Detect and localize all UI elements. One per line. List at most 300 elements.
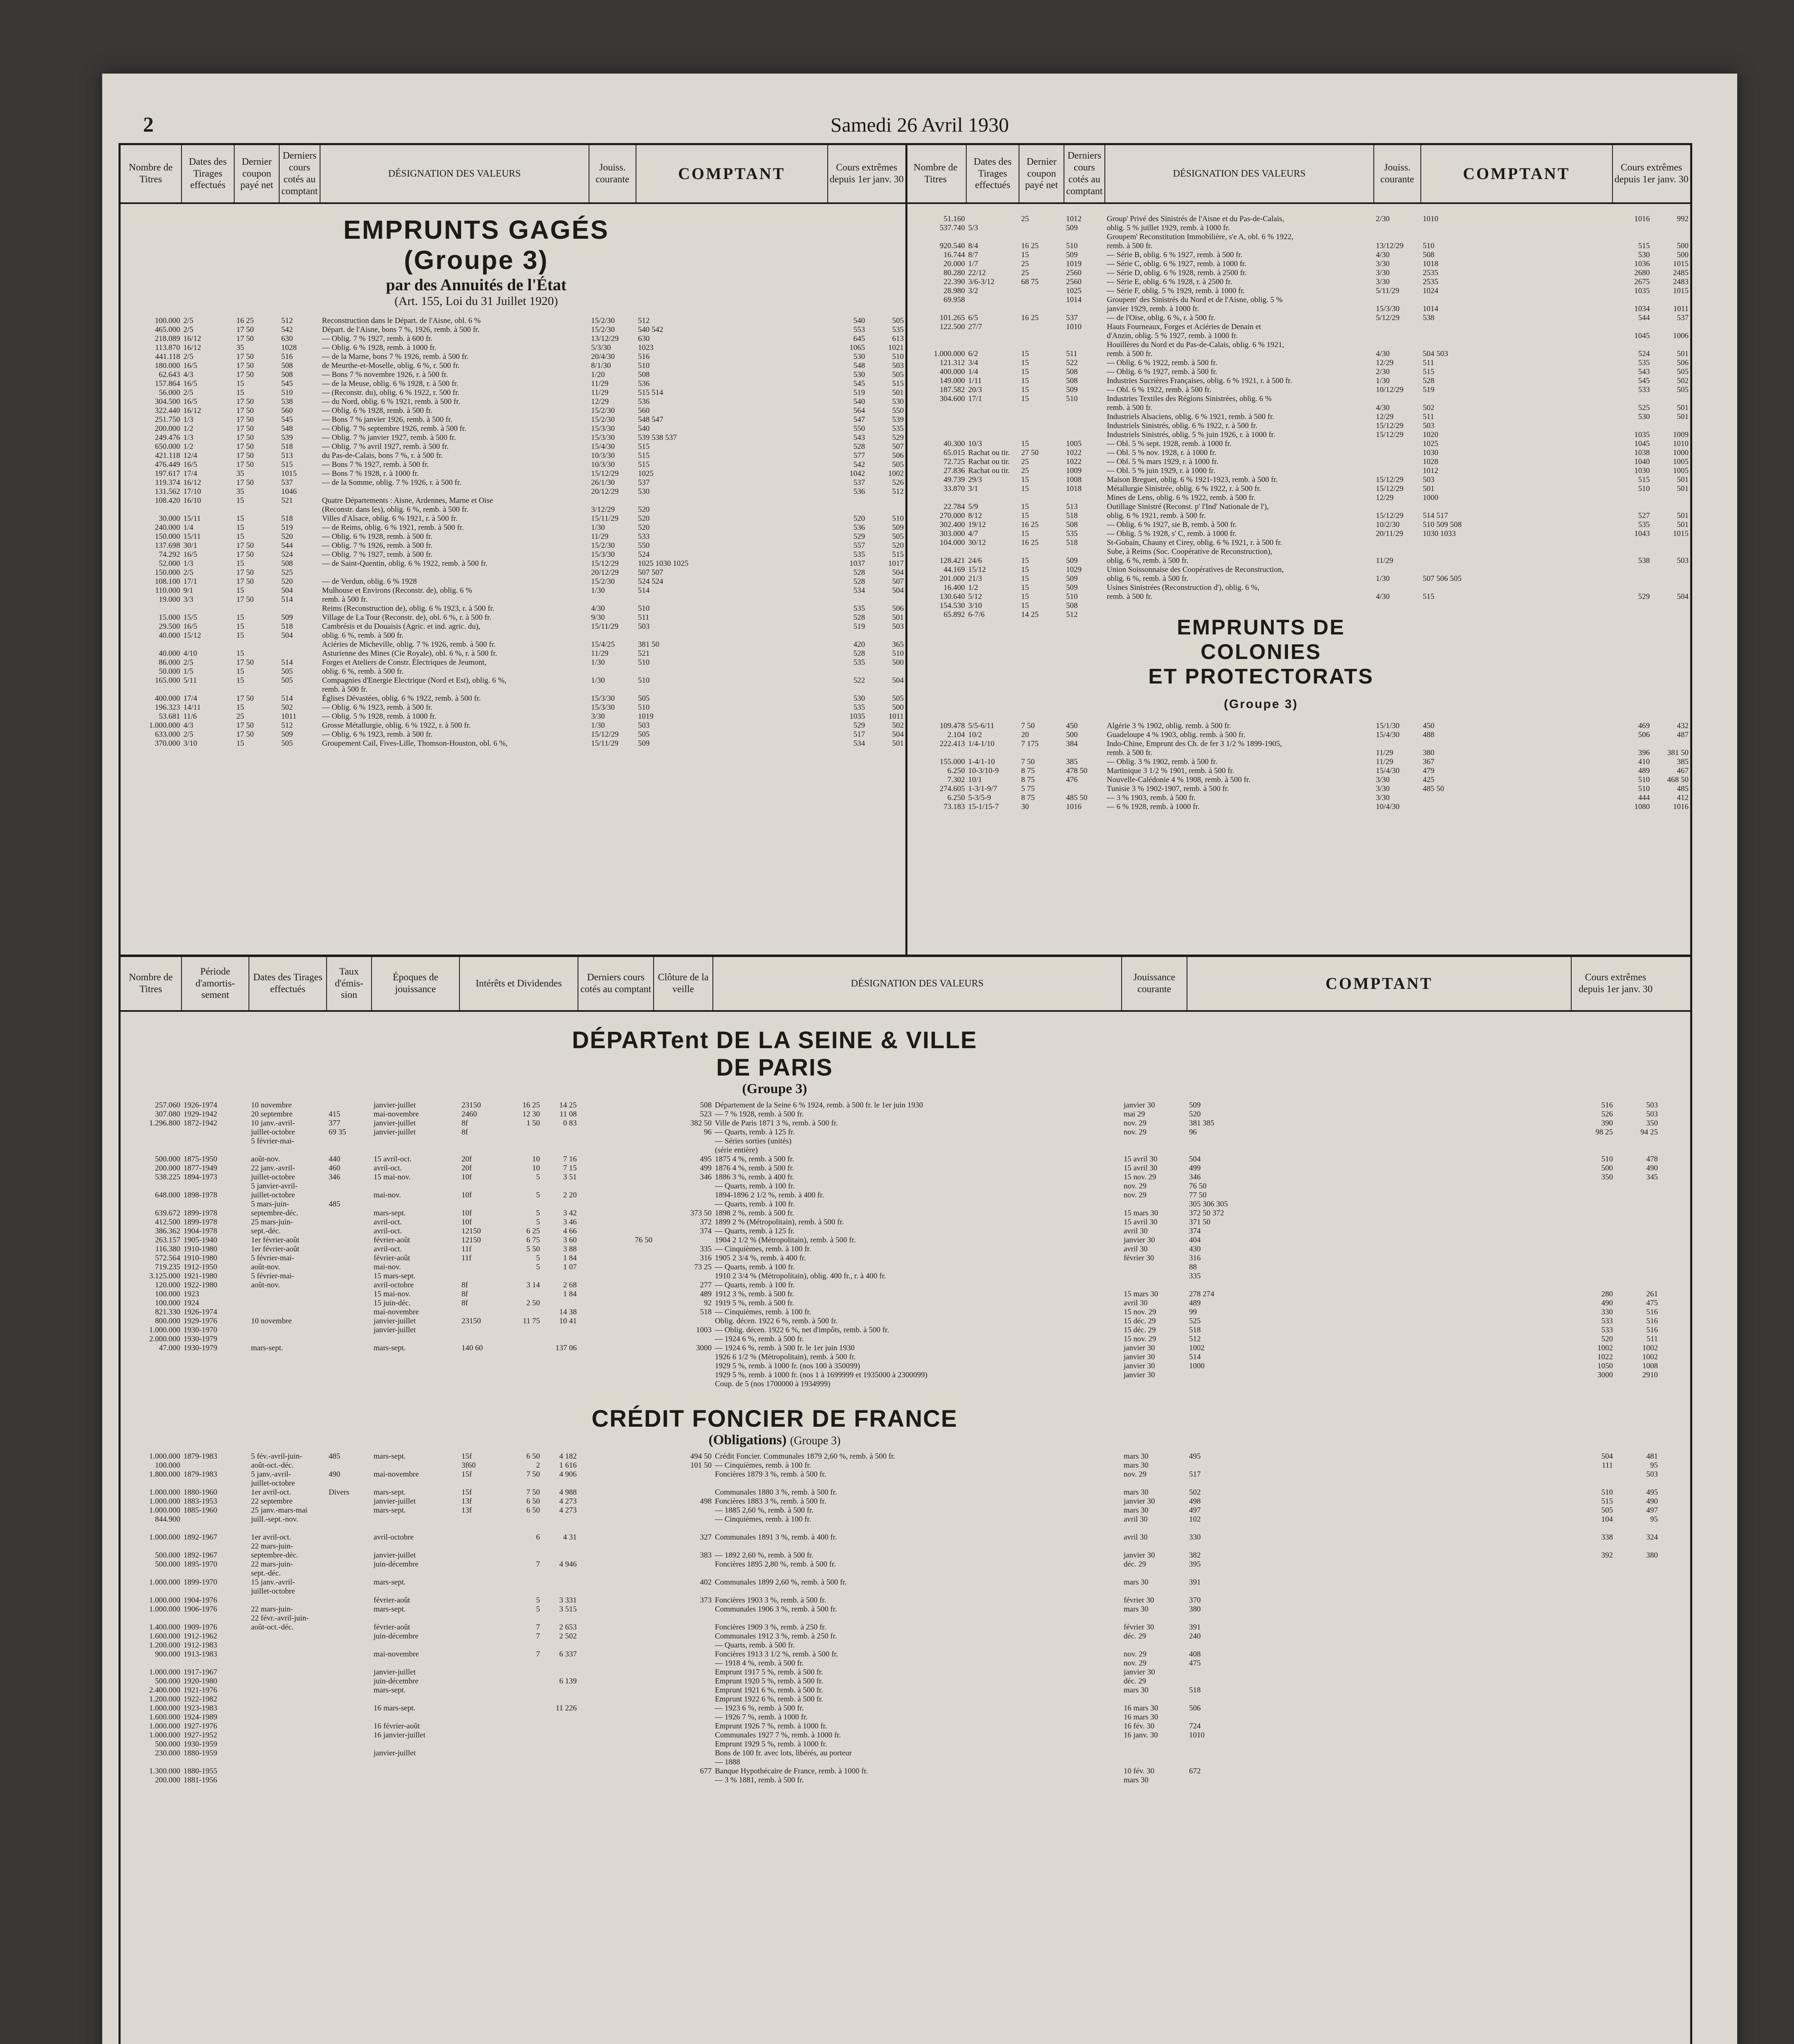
table-cell: 1.400.000 (149, 1623, 180, 1632)
table-cell: Usines Sinistrées (Reconstruction d'), oblig. 6 %, (1106, 583, 1260, 592)
table-cell: mars 30 (1124, 1776, 1149, 1784)
table-row (905, 242, 1690, 251)
table-cell (372, 1515, 460, 1524)
table-cell (1019, 287, 1064, 296)
table-cell (542, 1776, 578, 1785)
table-cell: 20/11/29 (1375, 529, 1403, 538)
table-cell: — Obl. 5 % nov. 1928, r. à 1000 fr. (1106, 448, 1216, 457)
table-cell (542, 1200, 578, 1209)
table-cell (1122, 1524, 1187, 1533)
table-cell: 2483 (1673, 278, 1689, 286)
table-cell: 519 (1422, 385, 1435, 394)
table-cell: mai-nov. (374, 1191, 401, 1199)
table-cell (182, 1569, 249, 1578)
table-cell (578, 1731, 654, 1740)
table-cell: — Bons 7 % 1927, remb. à 500 fr. (322, 460, 429, 469)
table-cell (578, 1650, 654, 1659)
table-cell: mars 30 (1124, 1578, 1149, 1587)
table-cell: 421.118 (155, 451, 180, 460)
table-cell: 521 (638, 649, 650, 658)
table-cell: 25 (1021, 269, 1029, 277)
table-cell: 13/12/29 (591, 334, 619, 343)
table-cell (460, 1308, 505, 1317)
table-cell (828, 667, 867, 676)
table-cell: Forges et Ateliers de Constr. Électriques de Jeumont, (322, 658, 487, 667)
table-cell: 11 226 (555, 1704, 577, 1712)
table-cell: 547 (853, 415, 865, 424)
table-cell (578, 1326, 654, 1335)
table-cell (460, 1677, 505, 1686)
table-cell (1651, 493, 1690, 502)
table-cell: 15 (1021, 529, 1029, 538)
table-cell: 504 (892, 586, 904, 595)
table-cell: 501 (1677, 350, 1689, 358)
table-cell: 3000 (696, 1344, 712, 1352)
table-row (905, 269, 1690, 278)
table-cell (636, 496, 828, 505)
table-cell (460, 1659, 505, 1668)
table-cell: mars-sept. (374, 1578, 406, 1587)
table-cell: 3/6-3/12 (968, 278, 994, 286)
table-cell: 515 (1601, 1497, 1613, 1506)
table-cell: 530 (892, 397, 904, 406)
table-cell (1187, 1749, 1572, 1758)
table-cell: 11/29 (1375, 749, 1393, 757)
table-cell (578, 1749, 654, 1758)
table-cell (121, 1614, 182, 1623)
table-cell: Outillage Sinistré (Reconst. p' l'Ind' Nationale de l'), (1106, 502, 1269, 511)
table-cell (578, 1209, 654, 1218)
table-cell: 40.300 (943, 439, 965, 448)
table-cell: 44.169 (943, 565, 965, 574)
col-derniers-cours: Derniers cours cotés au comptant (280, 145, 320, 202)
table-cell: février 30 (1124, 1596, 1154, 1605)
table-cell (967, 421, 1020, 430)
table-cell: Bons de 100 fr. avec lots, libérés, au porteur (715, 1749, 852, 1757)
table-cell: — Obl. 5 % juin 1929, r. à 1000 fr. (1106, 466, 1216, 475)
table-cell: 538.225 (155, 1173, 180, 1181)
table-row (905, 556, 1690, 565)
table-cell: 505 (281, 739, 293, 748)
table-cell (542, 1551, 578, 1560)
table-cell (1572, 1740, 1615, 1749)
table-cell: 1904-1976 (184, 1596, 217, 1605)
table-cell (327, 1659, 372, 1668)
table-cell (505, 1182, 542, 1191)
table-cell: 372 50 372 (1189, 1209, 1224, 1217)
table-cell: 16/10 (183, 496, 201, 505)
table-cell (1019, 224, 1064, 233)
table-cell: 4/10 (183, 649, 197, 658)
table-cell (1572, 1245, 1615, 1254)
table-cell: 500.000 (155, 1155, 180, 1163)
table-cell (460, 1749, 505, 1758)
table-cell: Village de La Tour (Reconstr. de), obl. 6 %, r. à 500 fr. (322, 613, 491, 622)
table-cell: 14 25 (559, 1101, 577, 1109)
table-cell: Houillères du Nord et du Pas-de-Calais, oblig. 6 % 1921, (1106, 341, 1284, 349)
table-cell (460, 1623, 505, 1632)
table-cell: 395 (1189, 1560, 1201, 1569)
table-cell (578, 1722, 654, 1731)
table-row (121, 415, 905, 424)
table-cell: 508 (638, 370, 650, 379)
credit-foncier-title: CRÉDIT FONCIER DE FRANCE (Obligations) (Groupe 3) (591, 1405, 958, 1448)
table-cell: 485 50 (1422, 784, 1444, 793)
table-cell: 16/5 (183, 361, 197, 370)
table-cell: — 1924 6 %, remb. à 500 fr. le 1er juin 1930 (715, 1344, 855, 1352)
table-cell: 518 (1066, 511, 1078, 520)
table-cell: 511 (1646, 1335, 1658, 1343)
table-cell (182, 1182, 249, 1191)
table-cell: 8f (461, 1128, 468, 1136)
table-cell (1064, 421, 1105, 430)
table-cell (578, 1533, 654, 1542)
table-cell (1421, 224, 1613, 233)
table-cell: 504 (1677, 592, 1689, 601)
table-cell: 503 (892, 622, 904, 631)
table-cell: 149.000 (939, 377, 965, 385)
table-cell: 15/2/30 (591, 577, 615, 586)
table-cell (1572, 1578, 1615, 1587)
table-cell: 535 (853, 658, 865, 667)
table-cell: nov. 29 (1124, 1119, 1147, 1127)
col-b-interets: Intérêts et Dividendes (460, 957, 578, 1010)
table-cell (1187, 1542, 1572, 1551)
table-cell: 5 (536, 1209, 540, 1217)
table-cell (460, 1740, 505, 1749)
table-cell: 5/9 (968, 502, 978, 511)
table-cell: 505 (1677, 385, 1689, 394)
table-cell: 2 20 (563, 1191, 577, 1199)
table-cell: 510 (1066, 242, 1078, 250)
table-cell: 15 mars 30 (1124, 1209, 1158, 1217)
table-cell (327, 1101, 372, 1110)
table-cell: 10f (461, 1191, 472, 1199)
table-row (121, 613, 905, 622)
table-cell: 4 182 (559, 1452, 577, 1461)
table-cell (654, 1677, 713, 1686)
table-cell: 1/30 (1375, 574, 1390, 583)
table-cell (1019, 332, 1064, 341)
table-cell: 499 (700, 1164, 712, 1172)
table-cell: 1881-1956 (184, 1776, 217, 1784)
table-cell (249, 1353, 327, 1362)
table-cell (578, 1560, 654, 1569)
table-row (121, 559, 905, 568)
table-cell (654, 1758, 713, 1767)
table-cell (460, 1326, 505, 1335)
table-row (121, 1722, 1690, 1731)
table-cell: 510 (1638, 775, 1650, 784)
table-cell: 15 (1021, 359, 1029, 367)
table-cell: 540 (853, 397, 865, 406)
table-cell: 2535 (1422, 278, 1438, 286)
table-cell: 510 (638, 361, 650, 370)
table-cell: 1/2 (183, 424, 193, 433)
table-cell (460, 1614, 505, 1623)
table-cell: — Série C, oblig. 6 % 1927, remb. à 1000 fr. (1106, 260, 1247, 268)
table-cell (1421, 583, 1613, 592)
table-cell: 15-1/15-7 (968, 802, 999, 811)
table-cell (967, 493, 1020, 502)
table-cell: 4 273 (559, 1497, 577, 1506)
table-cell: 515 (1638, 242, 1650, 250)
table-cell: 5 50 (526, 1245, 540, 1253)
table-cell: 497 (1189, 1506, 1201, 1515)
table-row (121, 1119, 1690, 1128)
table-cell (372, 1524, 460, 1533)
table-cell: 65.015 (943, 448, 965, 457)
table-cell: 3/10 (968, 601, 982, 610)
table-cell: avril 30 (1124, 1245, 1148, 1253)
table-cell: 1898 2 %, remb. à 500 fr. (715, 1209, 794, 1217)
table-cell: Oblig. décen. 1922 6 %, remb. à 500 fr. (715, 1317, 838, 1325)
table-cell (460, 1731, 505, 1740)
table-cell: 68 75 (1021, 278, 1039, 286)
table-cell: 2/5 (183, 568, 193, 577)
table-cell: 15 (1021, 583, 1029, 592)
table-cell: 10f (461, 1218, 472, 1226)
table-cell: mars 30 (1124, 1452, 1149, 1461)
table-cell (327, 1227, 372, 1236)
table-cell: 11/6 (183, 712, 197, 721)
table-cell: 4/30 (591, 604, 605, 613)
table-cell: 1/3 (183, 559, 193, 568)
table-cell: 15/4/30 (1375, 731, 1400, 739)
table-cell: 1910 2 3/4 % (Métropolitain), oblig. 400 fr., r. à 400 fr. (715, 1272, 886, 1280)
table-cell: 15/11/29 (591, 514, 618, 523)
table-cell: 525 (1638, 403, 1650, 412)
table-cell: — de la Meuse, oblig. 6 % 1928, r. à 500 fr. (322, 379, 459, 388)
table-cell: 500.000 (155, 1551, 180, 1560)
table-cell: 16 25 (1021, 538, 1039, 547)
table-cell (1572, 1380, 1615, 1389)
table-cell: 16.400 (943, 583, 965, 592)
table-cell (654, 1506, 713, 1515)
table-cell (1651, 296, 1690, 305)
table-cell: 500.000 (155, 1560, 180, 1569)
table-cell: 157.864 (155, 379, 180, 388)
table-cell: 15 (1021, 502, 1029, 511)
table-cell (327, 1632, 372, 1641)
table-cell: 1927-1976 (184, 1722, 217, 1730)
table-cell (249, 1380, 327, 1389)
table-cell (327, 1587, 372, 1596)
table-cell: 16/12 (183, 334, 201, 343)
table-cell: 1 616 (559, 1461, 577, 1470)
table-cell: juin-décembre (374, 1560, 419, 1569)
table-cell (372, 1362, 460, 1371)
table-row (121, 1704, 1690, 1713)
table-cell: 11f (461, 1245, 472, 1253)
table-cell (578, 1164, 654, 1173)
table-row (905, 574, 1690, 583)
table-cell (182, 1128, 249, 1137)
table-cell: 1010 (1673, 439, 1689, 448)
table-row (121, 334, 905, 343)
table-cell: 490 (1646, 1497, 1658, 1506)
table-cell: 5 (536, 1173, 540, 1181)
table-cell: 76 50 (635, 1236, 652, 1244)
table-cell (542, 1731, 578, 1740)
table-cell: 1011 (1673, 305, 1689, 313)
table-cell (1615, 1542, 1660, 1551)
table-cell (280, 685, 320, 694)
table-cell (1572, 1272, 1615, 1281)
table-cell (578, 1686, 654, 1695)
table-row (121, 1506, 1690, 1515)
table-row (121, 325, 905, 334)
table-cell: 557 (853, 541, 865, 550)
table-cell: 1895-1970 (184, 1560, 217, 1569)
table-cell (327, 1281, 372, 1290)
table-cell (121, 685, 182, 694)
table-cell: 511 (1422, 359, 1434, 367)
table-row (905, 520, 1690, 529)
table-cell: 15/11/29 (591, 739, 618, 748)
table-cell (1615, 1245, 1660, 1254)
table-cell: 1875-1950 (184, 1155, 217, 1163)
table-cell (121, 1542, 182, 1551)
table-cell (1651, 341, 1690, 350)
table-cell: mars 30 (1124, 1686, 1149, 1694)
table-cell: 108.100 (155, 577, 180, 586)
table-cell: 9/30 (591, 613, 605, 622)
table-cell: 23150 (461, 1317, 481, 1325)
table-cell: remb. à 500 fr. (1106, 592, 1153, 601)
table-cell: 528 (853, 568, 865, 577)
table-cell: 330 (1601, 1308, 1613, 1316)
table-cell (654, 1704, 713, 1713)
table-cell (1651, 547, 1690, 556)
table-cell: 500.000 (155, 1677, 180, 1685)
table-cell (372, 1353, 460, 1362)
table-cell: 525 (281, 568, 293, 577)
table-cell: Foncières 1895 2,80 %, remb. à 500 fr. (715, 1560, 836, 1569)
table-cell: 15 déc. 29 (1124, 1317, 1156, 1325)
table-cell: 304.600 (939, 394, 965, 403)
table-cell: 251.750 (155, 415, 180, 424)
table-row (121, 406, 905, 415)
table-cell: 15 (1021, 601, 1029, 610)
table-cell (121, 1362, 182, 1371)
table-cell: 51.160 (943, 215, 965, 223)
table-cell: 131.562 (155, 487, 180, 496)
table-cell: 537 (638, 478, 650, 487)
table-cell: 501 (1422, 484, 1435, 493)
table-cell (578, 1641, 654, 1650)
table-cell: 524 524 (638, 577, 663, 586)
table-cell: 515 (892, 379, 904, 388)
table-cell (505, 1335, 542, 1344)
table-cell: Groupem' Reconstitution Immobilière, s'e A, obl. 6 % 1922, (1106, 233, 1294, 241)
table-cell: 15 nov. 29 (1124, 1308, 1156, 1316)
table-cell (542, 1371, 578, 1380)
table-cell (578, 1515, 654, 1524)
table-cell (1421, 556, 1613, 565)
table-cell: 430 (1189, 1245, 1201, 1253)
table-cell (372, 1758, 460, 1767)
table-cell (1374, 448, 1421, 457)
table-cell: 122.500 (939, 323, 965, 331)
table-cell: 516 (1646, 1308, 1658, 1316)
table-cell: 3 42 (563, 1209, 577, 1217)
table-cell: 15 (1021, 350, 1029, 358)
table-cell: 7 (536, 1560, 540, 1569)
table-row (905, 583, 1690, 592)
table-cell (372, 1569, 460, 1578)
table-cell (1572, 1227, 1615, 1236)
table-cell (654, 1695, 713, 1704)
table-cell (1651, 601, 1690, 610)
table-row (905, 350, 1690, 359)
table-cell: 383 (700, 1551, 712, 1560)
col-nombre-r: Nombre de Titres (905, 145, 967, 202)
table-cell: 10/12/29 (1375, 385, 1404, 394)
table-cell: 304.500 (155, 397, 180, 406)
table-cell (578, 1155, 654, 1164)
table-cell (1572, 1758, 1615, 1767)
table-row (121, 1200, 1690, 1209)
table-row (121, 352, 905, 361)
table-cell (1615, 1632, 1660, 1641)
table-cell: avril 30 (1124, 1533, 1148, 1542)
table-cell (1651, 323, 1690, 332)
table-cell (505, 1767, 542, 1776)
table-cell (280, 649, 320, 658)
table-cell: 509 (1066, 251, 1078, 259)
table-cell: — Quarts, remb. à 100 fr. (715, 1182, 795, 1190)
table-cell: 7 (536, 1650, 540, 1659)
table-cell: août-nov. (251, 1281, 280, 1289)
table-cell: 1er février-août (251, 1236, 300, 1244)
table-cell (905, 547, 967, 556)
table-cell (182, 1461, 249, 1470)
table-cell: 538 (281, 397, 293, 406)
table-cell (578, 1371, 654, 1380)
table-cell (505, 1731, 542, 1740)
table-row (121, 1713, 1690, 1722)
bottom-header (121, 957, 1690, 1012)
table-cell (578, 1587, 654, 1596)
table-cell: avril 30 (1124, 1227, 1148, 1235)
table-cell: 73 25 (694, 1263, 712, 1271)
table-cell (1613, 224, 1651, 233)
table-cell: 520 (638, 505, 650, 514)
table-cell: 530 (638, 487, 650, 496)
table-cell (1613, 493, 1651, 502)
table-cell: 2/5 (183, 658, 193, 667)
table-cell (1187, 1569, 1572, 1578)
table-cell: août-nov. (251, 1155, 280, 1163)
table-cell: 1/3 (183, 433, 193, 442)
table-cell (1615, 1596, 1660, 1605)
table-cell (542, 1182, 578, 1191)
table-cell: 10/3/30 (591, 460, 615, 469)
table-cell: 475 (1189, 1659, 1201, 1667)
table-cell (1122, 1641, 1187, 1650)
table-cell (121, 1380, 182, 1389)
table-cell: 1018 (1066, 484, 1082, 493)
table-cell (1187, 1137, 1572, 1146)
table-cell (327, 1326, 372, 1335)
table-cell: Groupem' des Sinistrés du Nord et de l'Aisne, oblig. 5 % (1106, 296, 1283, 304)
table-cell: 1.000.000 (149, 1704, 180, 1712)
table-cell: février-août (374, 1623, 410, 1632)
table-cell: — Oblig. 7 % 1926, remb. à 500 fr. (322, 541, 432, 550)
table-cell: 2/30 (1375, 368, 1390, 376)
table-cell (249, 1758, 327, 1767)
